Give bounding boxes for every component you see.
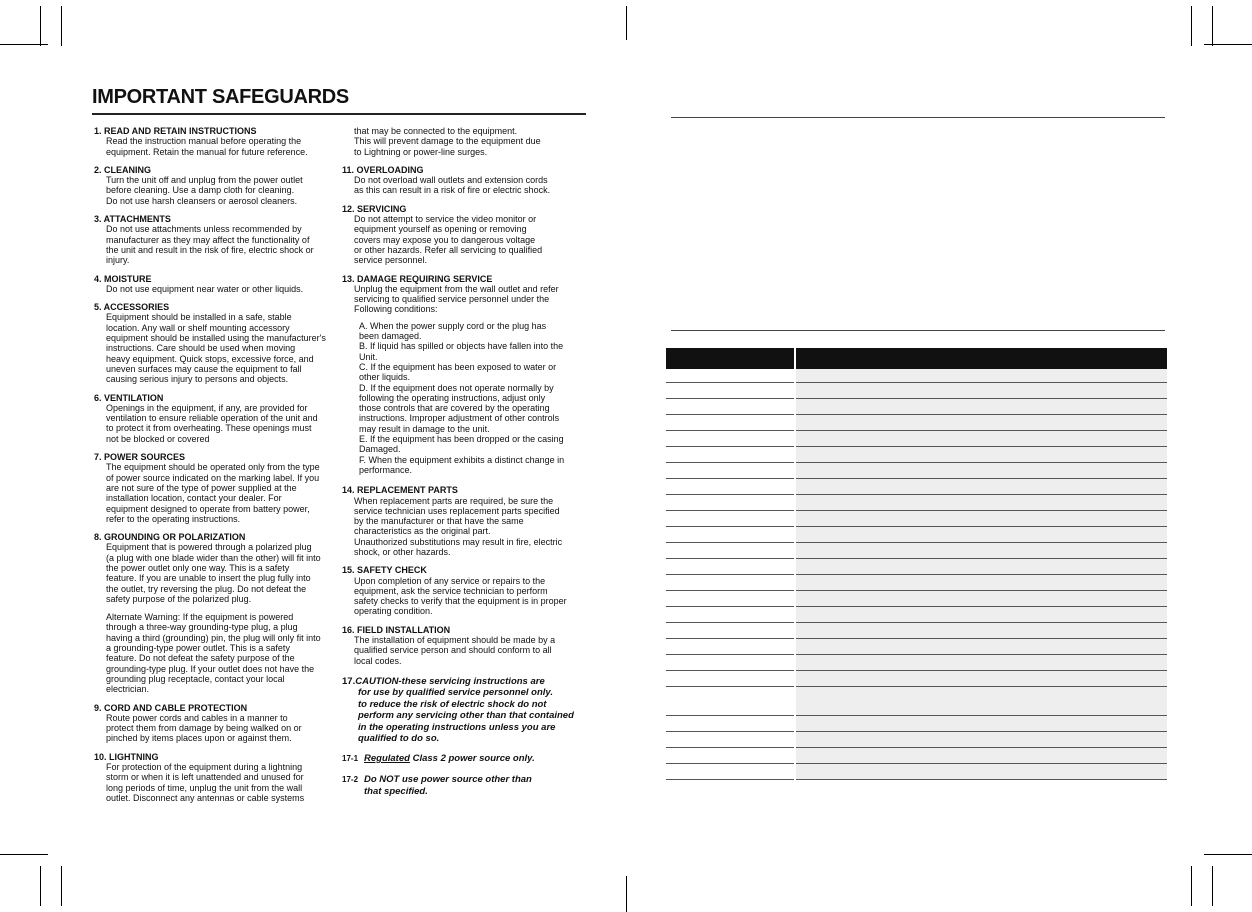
table-row <box>666 447 1167 463</box>
mid-right-rule <box>671 330 1165 331</box>
text-line: local codes. <box>354 655 402 666</box>
table-cell <box>795 732 1167 748</box>
table-cell <box>795 575 1167 591</box>
table-row <box>666 623 1167 639</box>
table-cell <box>795 559 1167 575</box>
table-cell <box>666 543 795 559</box>
text-line: injury. <box>106 255 130 266</box>
note-text: Class 2 power source only. <box>409 752 535 764</box>
text-line: instructions. Care should be used when moving <box>106 343 296 354</box>
table-cell <box>795 495 1167 511</box>
text-line: that may be connected to the equipment. <box>354 126 518 136</box>
table-cell <box>666 591 795 607</box>
text-line: to protect it from overheating. These openings must <box>106 423 312 434</box>
table-row <box>666 559 1167 575</box>
text-line: installation location, contact your dealer. For <box>106 493 282 504</box>
text-line: pinched by items places upon or against them. <box>106 733 292 744</box>
text-line: Turn the unit off and unplug from the power outlet <box>106 175 303 186</box>
section-heading: 9. CORD AND CABLE PROTECTION <box>94 702 248 713</box>
crop-mark <box>40 866 41 906</box>
table-row <box>666 527 1167 543</box>
section-body <box>94 403 344 444</box>
text-line: instructions. Improper adjustment of other controls <box>359 413 560 424</box>
power-note-1 <box>342 753 598 765</box>
crop-mark <box>1212 866 1213 906</box>
note-number: 17-1 <box>342 753 359 763</box>
note-text: Do NOT use power source other than <box>364 774 532 786</box>
text-line: Equipment that is powered through a polarized plug <box>106 542 312 553</box>
caution-text: perform any servicing other than that contained <box>358 710 574 722</box>
top-right-rule <box>671 117 1165 118</box>
table-row <box>666 716 1167 732</box>
spec-header-cell <box>795 348 1167 369</box>
text-line: Openings in the equipment, if any, are provided for <box>106 402 308 413</box>
text-line: feature. If you are unable to insert the plug fully into <box>106 573 311 584</box>
text-line: the unit and result in the risk of fire, electric shock or <box>106 244 314 255</box>
condition-item <box>354 341 598 362</box>
table-cell <box>795 607 1167 623</box>
text-line: the power outlet only one way. This is a safety <box>106 562 290 573</box>
section-heading: 8. GROUNDING OR POLARIZATION <box>94 532 246 543</box>
text-line: characteristics as the original part. <box>354 526 491 537</box>
table-row <box>666 431 1167 447</box>
safeguard-section <box>94 452 344 524</box>
caution-text: CAUTION-these servicing instructions are <box>355 675 545 687</box>
section-body <box>94 612 344 694</box>
text-line: ventilation to ensure reliable operation of the unit and <box>106 413 318 424</box>
section-body <box>342 635 598 666</box>
crop-mark <box>626 6 627 40</box>
text-line: grounding plug receptacle, contact your local <box>106 673 285 684</box>
text-line: A. When the power supply cord or the plug has <box>359 320 547 331</box>
text-line: B. If liquid has spilled or objects have fallen into the <box>359 341 564 352</box>
text-line: safety checks to verify that the equipment is in proper <box>354 596 567 607</box>
table-row <box>666 511 1167 527</box>
text-line: For protection of the equipment during a lightning <box>106 762 303 773</box>
text-line: safety purpose of the polarized plug. <box>106 593 252 604</box>
text-line: having a third (grounding) pin, the plug will only fit into <box>106 632 321 643</box>
crop-mark <box>40 6 41 46</box>
spec-table-header <box>666 348 1167 369</box>
text-line: Unplug the equipment from the wall outlet and refer <box>354 283 559 294</box>
safeguard-section <box>342 485 598 557</box>
text-line: When replacement parts are required, be sure the <box>354 495 554 506</box>
text-line: equipment yourself as opening or removing <box>354 224 527 235</box>
table-cell <box>795 687 1167 716</box>
text-line: may result in damage to the unit. <box>359 423 490 434</box>
section-heading: 14. REPLACEMENT PARTS <box>342 485 458 496</box>
text-line: Damaged. <box>359 444 401 455</box>
condition-item <box>354 434 598 455</box>
condition-item <box>354 383 598 434</box>
table-cell <box>795 415 1167 431</box>
power-note-2 <box>342 774 598 797</box>
safeguard-section <box>342 625 598 666</box>
condition-item <box>354 455 598 476</box>
caution-line <box>342 676 598 688</box>
section-body <box>342 175 598 196</box>
text-line: Route power cords and cables in a manner to <box>106 712 288 723</box>
table-cell <box>666 671 795 687</box>
table-cell <box>795 431 1167 447</box>
text-line: long periods of time, unplug the unit from the wall <box>106 782 303 793</box>
text-line: as this can result in a risk of fire or electric shock. <box>354 185 551 196</box>
table-cell <box>666 687 795 716</box>
table-cell <box>795 463 1167 479</box>
safeguard-section <box>94 165 344 206</box>
section-heading: 13. DAMAGE REQUIRING SERVICE <box>342 273 493 284</box>
text-line: performance. <box>359 464 413 475</box>
text-line: service personnel. <box>354 255 428 266</box>
text-line: the outlet, try reversing the plug. Do not defeat the <box>106 583 307 594</box>
text-line: servicing to qualified service personnel under the <box>354 294 550 305</box>
note-underlined: Regulated <box>364 752 410 764</box>
caution-line <box>342 722 598 734</box>
table-cell <box>666 383 795 399</box>
table-cell <box>666 431 795 447</box>
crop-mark <box>1212 6 1213 46</box>
text-line: are not sure of the type of power supplied at the <box>106 482 297 493</box>
table-row <box>666 575 1167 591</box>
text-line: Unit. <box>359 351 378 362</box>
text-line: grounding-type plug. If your outlet does not have the <box>106 663 315 674</box>
crop-mark <box>1191 866 1192 906</box>
text-line: to Lightning or power-line surges. <box>354 146 488 157</box>
crop-mark <box>61 6 62 46</box>
text-line: storm or when it is left unattended and unused for <box>106 772 304 783</box>
text-line: location. Any wall or shelf mounting accessory <box>106 322 290 333</box>
section-heading: 12. SERVICING <box>342 203 407 214</box>
table-cell <box>795 591 1167 607</box>
text-line: uneven surfaces may cause the equipment to fall <box>106 363 302 374</box>
table-row <box>666 543 1167 559</box>
text-line: (a plug with one blade wider than the other) will fit into <box>106 552 321 563</box>
table-row <box>666 639 1167 655</box>
safeguard-section <box>342 274 598 476</box>
table-row <box>666 415 1167 431</box>
safeguard-section <box>94 752 344 803</box>
section-body <box>342 284 598 315</box>
crop-mark <box>1204 854 1252 855</box>
table-cell <box>666 748 795 764</box>
text-line: operating condition. <box>354 606 433 617</box>
table-cell <box>666 655 795 671</box>
crop-mark <box>626 876 627 912</box>
middle-column <box>342 126 598 807</box>
table-row <box>666 495 1167 511</box>
table-cell <box>795 748 1167 764</box>
note-line: that specified. <box>364 785 428 797</box>
table-cell <box>666 479 795 495</box>
table-cell <box>795 511 1167 527</box>
table-row <box>666 463 1167 479</box>
section-heading: 11. OVERLOADING <box>342 164 424 175</box>
caution-line <box>342 710 598 722</box>
text-line: qualified service person and should conform to all <box>354 645 552 656</box>
text-line: outlet. Disconnect any antennas or cable systems <box>106 792 305 803</box>
table-cell <box>795 479 1167 495</box>
text-line: service technician uses replacement parts specified <box>354 505 560 516</box>
table-row <box>666 369 1167 383</box>
title-divider <box>92 113 586 115</box>
table-cell <box>666 732 795 748</box>
table-cell <box>666 415 795 431</box>
section-body <box>94 713 344 744</box>
section-heading: 7. POWER SOURCES <box>94 452 186 463</box>
text-line: Do not use harsh cleansers or aerosol cleaners. <box>106 195 298 206</box>
text-line: E. If the equipment has been dropped or the casing <box>359 434 564 445</box>
section-body <box>94 136 344 157</box>
table-cell <box>795 671 1167 687</box>
section-heading: 4. MOISTURE <box>94 273 152 284</box>
table-row <box>666 479 1167 495</box>
text-line: Read the instruction manual before operating the <box>106 136 302 147</box>
text-line: other liquids. <box>359 372 411 383</box>
table-cell <box>795 639 1167 655</box>
safeguard-section <box>94 393 344 444</box>
text-line: This will prevent damage to the equipment due <box>354 136 541 147</box>
section-heading: 15. SAFETY CHECK <box>342 565 427 576</box>
table-cell <box>666 527 795 543</box>
table-cell <box>795 447 1167 463</box>
text-line: Following conditions: <box>354 304 438 315</box>
text-line: through a three-way grounding-type plug, a plug <box>106 622 298 633</box>
crop-mark <box>0 44 48 45</box>
table-cell <box>666 511 795 527</box>
text-line: feature. Do not defeat the safety purpose of the <box>106 653 295 664</box>
table-row <box>666 399 1167 415</box>
section-heading: 6. VENTILATION <box>94 392 164 403</box>
table-cell <box>666 764 795 780</box>
text-line: Do not use equipment near water or other liquids. <box>106 283 304 294</box>
section-body <box>342 496 598 558</box>
table-cell <box>666 399 795 415</box>
safeguard-section <box>94 703 344 744</box>
table-cell <box>666 495 795 511</box>
text-line: Alternate Warning: If the equipment is powered <box>106 612 294 623</box>
text-line: Do not use attachments unless recommended by <box>106 224 302 235</box>
table-cell <box>795 399 1167 415</box>
table-cell <box>666 639 795 655</box>
safeguard-section <box>94 274 344 295</box>
table-row <box>666 732 1167 748</box>
text-line: by the manufacturer or that have the same <box>354 516 524 527</box>
crop-mark <box>1191 6 1192 46</box>
spec-header-cell <box>666 348 795 369</box>
text-line: heavy equipment. Quick stops, excessive force, and <box>106 353 314 364</box>
text-line: following the operating instructions, adjust only <box>359 392 546 403</box>
section-heading: 1. READ AND RETAIN INSTRUCTIONS <box>94 126 257 136</box>
text-line: equipment. Retain the manual for future reference. <box>106 146 308 157</box>
caution-text: in the operating instructions unless you are <box>358 721 556 733</box>
caution-line <box>342 687 598 699</box>
section-body <box>94 175 344 206</box>
safeguard-section <box>342 165 598 196</box>
text-line: equipment, ask the service technician to perform <box>354 585 548 596</box>
table-cell <box>666 607 795 623</box>
safeguard-section <box>94 612 344 694</box>
caution-text: qualified to do so. <box>358 733 440 745</box>
text-line: protect them from damage by being walked on or <box>106 723 302 734</box>
note-number: 17-2 <box>342 775 359 785</box>
text-line: a grounding-type power outlet. This is a safety <box>106 643 290 654</box>
section-body <box>342 576 598 617</box>
table-cell <box>795 383 1167 399</box>
caution-line <box>342 699 598 711</box>
section-heading: 2. CLEANING <box>94 164 152 175</box>
condition-item <box>354 321 598 342</box>
condition-list <box>342 321 598 475</box>
table-row <box>666 591 1167 607</box>
section-heading: 10. LIGHTNING <box>94 751 159 762</box>
table-cell <box>795 623 1167 639</box>
text-line: Do not overload wall outlets and extension cords <box>354 175 548 186</box>
caution-line <box>342 733 598 745</box>
crop-mark <box>0 854 48 855</box>
table-cell <box>666 623 795 639</box>
crop-mark <box>1204 44 1252 45</box>
text-line: D. If the equipment does not operate normally by <box>359 382 554 393</box>
text-line: causing serious injury to persons and objects. <box>106 374 289 385</box>
text-line: F. When the equipment exhibits a distinct change in <box>359 454 565 465</box>
table-row <box>666 607 1167 623</box>
text-line: manufacturer as they may affect the functionality of <box>106 234 310 245</box>
section-body <box>342 214 598 265</box>
specification-table <box>666 348 1167 780</box>
text-line: Upon completion of any service or repairs to the <box>354 575 546 586</box>
left-column <box>94 126 344 811</box>
text-line: equipment designed to operate from battery power, <box>106 503 310 514</box>
table-cell <box>795 655 1167 671</box>
condition-item <box>354 362 598 383</box>
text-line: or other hazards. Refer all servicing to qualified <box>354 244 543 255</box>
safeguard-section <box>342 204 598 266</box>
table-cell <box>795 716 1167 732</box>
safeguard-section <box>94 532 344 604</box>
text-line: The equipment should be operated only from the type <box>106 462 320 473</box>
text-line: C. If the equipment has been exposed to water or <box>359 361 557 372</box>
table-cell <box>666 716 795 732</box>
section-body <box>94 762 344 803</box>
safeguard-section <box>94 214 344 265</box>
caution-number: 17. <box>342 675 356 687</box>
text-line: equipment should be installed using the manufacturer's <box>106 333 326 344</box>
caution-text: for use by qualified service personnel only. <box>358 687 553 699</box>
text-line: covers may expose you to dangerous voltage <box>354 234 536 245</box>
table-cell <box>795 764 1167 780</box>
section-body <box>94 312 344 384</box>
section-body <box>94 542 344 604</box>
table-row <box>666 748 1167 764</box>
text-line: Equipment should be installed in a safe, stable <box>106 312 292 323</box>
caution-text: to reduce the risk of electric shock do not <box>358 698 547 710</box>
text-line: shock, or other hazards. <box>354 546 451 557</box>
table-cell <box>666 559 795 575</box>
page-title: IMPORTANT SAFEGUARDS <box>92 86 349 108</box>
text-line: of power source indicated on the marking label. If you <box>106 472 320 483</box>
safeguard-section <box>94 126 344 157</box>
text-line: before cleaning. Use a damp cloth for cleaning. <box>106 185 295 196</box>
text-line: been damaged. <box>359 331 422 342</box>
safeguard-section <box>342 565 598 616</box>
table-row <box>666 687 1167 716</box>
caution-block <box>342 676 598 745</box>
section-heading: 3. ATTACHMENTS <box>94 214 171 225</box>
table-row <box>666 764 1167 780</box>
text-line: The installation of equipment should be made by a <box>354 635 556 646</box>
table-row <box>666 671 1167 687</box>
safeguard-section <box>94 302 344 384</box>
text-line: not be blocked or covered <box>106 433 210 444</box>
continuation-text <box>342 126 598 157</box>
crop-mark <box>61 866 62 906</box>
text-line: Do not attempt to service the video monitor or <box>354 214 537 225</box>
text-line: those controls that are covered by the operating <box>359 403 550 414</box>
table-row <box>666 383 1167 399</box>
table-cell <box>666 369 795 383</box>
text-line: Unauthorized substitutions may result in fire, electric <box>354 536 563 547</box>
table-cell <box>666 447 795 463</box>
section-body <box>94 462 344 524</box>
text-line: refer to the operating instructions. <box>106 513 241 524</box>
note-line <box>342 774 598 786</box>
section-heading: 16. FIELD INSTALLATION <box>342 624 451 635</box>
table-cell <box>795 543 1167 559</box>
section-body <box>94 224 344 265</box>
table-cell <box>795 369 1167 383</box>
table-row <box>666 655 1167 671</box>
table-cell <box>795 527 1167 543</box>
section-heading: 5. ACCESSORIES <box>94 302 170 313</box>
text-line: electrician. <box>106 684 150 695</box>
section-body <box>94 284 344 294</box>
table-cell <box>666 463 795 479</box>
table-cell <box>666 575 795 591</box>
